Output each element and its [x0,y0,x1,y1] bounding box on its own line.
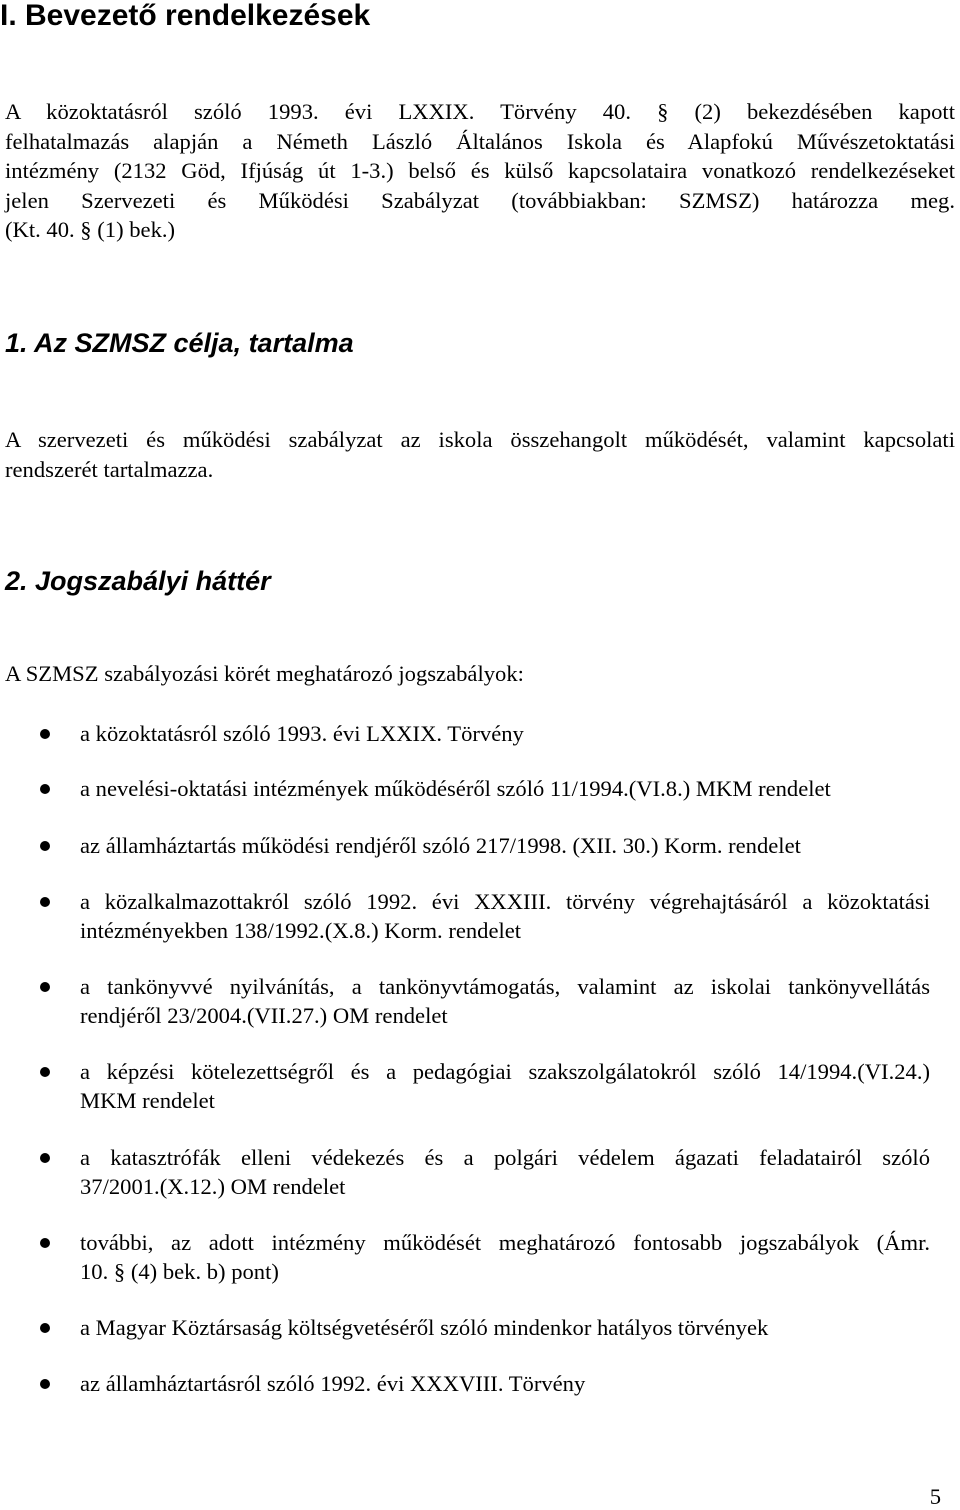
list-item-text [80,972,930,1030]
bullet-icon [40,1067,50,1077]
bullet-icon [40,1153,50,1163]
list-item-text [80,774,930,803]
bullet-icon [40,729,50,739]
main-heading: I. Bevezető rendelkezések [0,0,371,32]
intro-line: jelen Szervezeti és Működési Szabályzat (továbbiakban: SZMSZ) határozza meg. [5,187,955,213]
intro-line: A közoktatásról szóló 1993. évi LXXIX. Törvény 40. § (2) bekezdésében kapott [5,99,955,124]
bullet-icon [40,841,50,851]
list-item-line: 37/2001.(X.12.) OM rendelet [80,1174,346,1199]
intro-paragraph [5,97,955,245]
page-number: 5 [929,1484,941,1509]
section-1-line: rendszerét tartalmazza. [5,456,214,482]
section-2-intro-line: A SZMSZ szabályozási körét meghatározó jogszabályok: [5,661,524,686]
list-item-line: a nevelési-oktatási intézmények működéséről szóló 11/1994.(VI.8.) MKM rendelet [80,776,831,801]
bullet-icon [40,897,50,907]
intro-line: (Kt. 40. § (1) bek.) [5,217,176,242]
list-item-line: a tankönyvvé nyilvánítás, a tankönyvtámogatás, valamint az iskolai tankönyvellátás [80,974,930,999]
list-item-text [80,1369,930,1398]
list-item-line: MKM rendelet [80,1088,215,1113]
list-item-text [80,1143,930,1201]
intro-line: felhatalmazás alapján a Németh László Általános Iskola és Alapfokú Művészetoktatási [5,128,955,154]
section-2-title: 2. Jogszabályi háttér [5,566,271,596]
list-item-line: a Magyar Köztársaság költségvetéséről szóló mindenkor hatályos törvények [80,1315,769,1340]
bullet-icon [40,982,50,992]
list-item-text [80,887,930,945]
section-2-intro [5,659,955,689]
list-item-line: 10. § (4) bek. b) pont) [80,1259,279,1284]
bullet-icon [40,1238,50,1248]
list-item-line: az államháztartás működési rendjéről szóló 217/1998. (XII. 30.) Korm. rendelet [80,833,801,858]
list-item-text [80,831,930,860]
list-item-text [80,719,930,748]
bullet-icon [40,784,50,794]
list-item-line: az államháztartásról szóló 1992. évi XXXVIII. Törvény [80,1371,586,1396]
list-item-text [80,1228,930,1286]
list-item-line: a közoktatásról szóló 1993. évi LXXIX. Törvény [80,721,524,746]
list-item-line: a közalkalmazottakról szóló 1992. évi XXXIII. törvény végrehajtásáról a közoktatási [80,889,930,914]
section-1-line: A szervezeti és működési szabályzat az iskola összehangolt működését, valamint kapcsolati [5,427,955,452]
section-1-paragraph [5,425,955,484]
list-item-line: rendjéről 23/2004.(VII.27.) OM rendelet [80,1003,448,1028]
bullet-icon [40,1379,50,1389]
list-item-text [80,1313,930,1342]
list-item-line: intézményekben 138/1992.(X.8.) Korm. rendelet [80,918,522,943]
list-item-line: további, az adott intézmény működését meghatározó fontosabb jogszabályok (Ámr. [80,1230,930,1255]
section-1-title: 1. Az SZMSZ célja, tartalma [5,328,354,358]
list-item-text [80,1057,930,1115]
list-item-line: a képzési kötelezettségről és a pedagógiai szakszolgálatokról szóló 14/1994.(VI.24.) [80,1059,930,1084]
intro-line: intézmény (2132 Göd, Ifjúság út 1-3.) belső és külső kapcsolataira vonatkozó rendelkezéseket [5,158,955,183]
bullet-icon [40,1323,50,1333]
list-item-line: a katasztrófák elleni védekezés és a polgári védelem ágazati feladatairól szóló [80,1145,930,1170]
